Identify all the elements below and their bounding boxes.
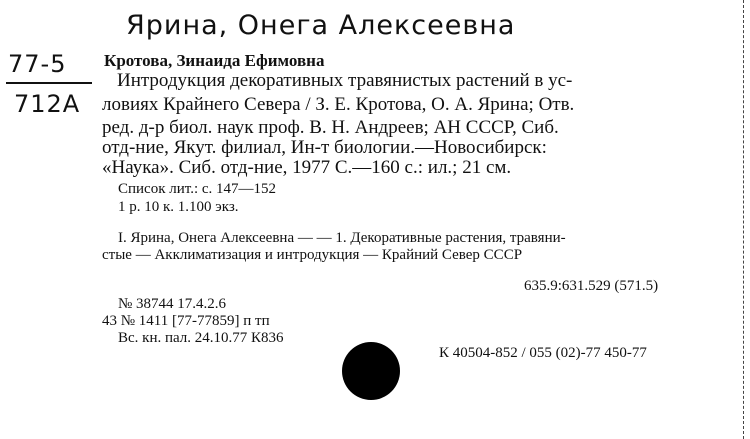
description-line: «Наука». Сиб. отд-ние, 1977 С.—160 с.: ил.; 21 см. <box>102 157 512 178</box>
card-punch-hole <box>342 342 400 400</box>
description-line: Интродукция декоративных травянистых растений в ус- <box>117 70 573 91</box>
record-number: Вс. кн. пал. 24.10.77 К836 <box>118 330 284 346</box>
card-edge <box>743 0 750 439</box>
record-number: 43 № 1411 [77-77859] п тп <box>102 313 270 329</box>
description-line: ловиях Крайнего Севера / З. Е. Кротова, О. А. Ярина; Отв. <box>102 94 575 115</box>
handwritten-shelfmark-bottom: 712А <box>14 90 81 118</box>
bibliography-note: Список лит.: с. 147—152 <box>118 181 277 197</box>
tracing-line: I. Ярина, Онега Алексеевна — — 1. Декоративные растения, травяни- <box>118 230 566 246</box>
author-heading: Кротова, Зинаида Ефимовна <box>104 51 325 70</box>
tracing-line: стые — Акклиматизация и интродукция — Крайний Север СССР <box>102 247 523 263</box>
handwritten-name: Ярина, Онега Алексеевна <box>126 10 516 41</box>
description-line: ред. д-р биол. наук проф. В. Н. Андреев; АН СССР, Сиб. <box>102 117 559 138</box>
record-number: № 38744 17.4.2.6 <box>118 296 227 312</box>
index-code: К 40504-852 / 055 (02)-77 450-77 <box>439 345 647 361</box>
price-note: 1 р. 10 к. 1.100 экз. <box>118 199 239 215</box>
description-line: отд-ние, Якут. филиал, Ин-т биологии.—Новосибирск: <box>102 137 547 158</box>
shelfmark-divider <box>6 82 92 84</box>
handwritten-shelfmark-top: 77-5 <box>8 50 67 78</box>
classification-index: 635.9:631.529 (571.5) <box>524 278 659 294</box>
